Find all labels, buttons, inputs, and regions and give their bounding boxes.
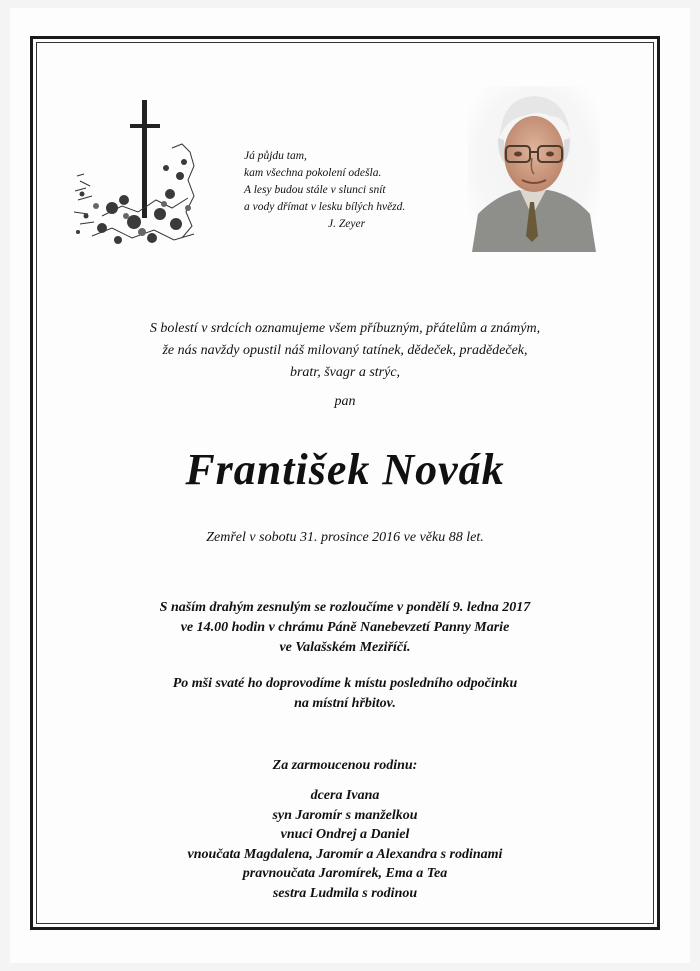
- ceremony-line: S naším drahým zesnulým se rozloučíme v pondělí 9. ledna 2017: [159, 600, 531, 615]
- family-heading: Za zarmoucenou rodinu:: [272, 758, 418, 773]
- announcement-line: že nás navždy opustil náš milovaný tatínek, dědeček, pradědeček,: [162, 343, 528, 358]
- poem-line: Já půjdu tam,: [244, 150, 307, 162]
- family-member: syn Jaromír s manželkou: [272, 807, 418, 823]
- poem-line: a vody dřímat v lesku bílých hvězd.: [244, 201, 406, 213]
- ceremony-line: ve 14.00 hodin v chrámu Páně Nanebevzetí Panny Marie: [180, 620, 510, 635]
- family-list: [40, 786, 650, 903]
- announcement-text: [40, 318, 650, 384]
- burial-line: na místní hřbitov.: [294, 696, 396, 711]
- family-member: vnoučata Magdalena, Jaromír a Alexandra s rodinami: [187, 846, 503, 862]
- salutation: pan: [334, 394, 356, 409]
- ceremony-line: ve Valašském Meziříčí.: [279, 640, 411, 655]
- family-member: dcera Ivana: [310, 788, 380, 803]
- poem: [244, 148, 444, 233]
- announcement-line: bratr, švagr a strýc,: [289, 365, 401, 380]
- family-member: vnuci Ondrej a Daniel: [280, 827, 410, 842]
- cross-illustration-icon: [72, 96, 196, 252]
- deceased-name: František Novák: [185, 445, 505, 494]
- burial-info: [40, 674, 650, 714]
- poem-line: A lesy budou stále v slunci snít: [244, 184, 386, 196]
- family-member: sestra Ludmila s rodinou: [272, 885, 418, 901]
- death-notice: Zemřel v sobotu 31. prosince 2016 ve věku 88 let.: [206, 530, 484, 545]
- burial-line: Po mši svaté ho doprovodíme k místu posledního odpočinku: [172, 676, 518, 691]
- ceremony-info: [40, 598, 650, 658]
- poem-line: kam všechna pokolení odešla.: [244, 167, 382, 179]
- poem-author: J. Zeyer: [328, 218, 366, 230]
- announcement-line: S bolestí v srdcích oznamujeme všem příbuzným, přátelům a známým,: [149, 321, 541, 336]
- portrait-photo-icon: [468, 86, 600, 252]
- family-member: pravnoučata Jaromírek, Ema a Tea: [242, 866, 448, 881]
